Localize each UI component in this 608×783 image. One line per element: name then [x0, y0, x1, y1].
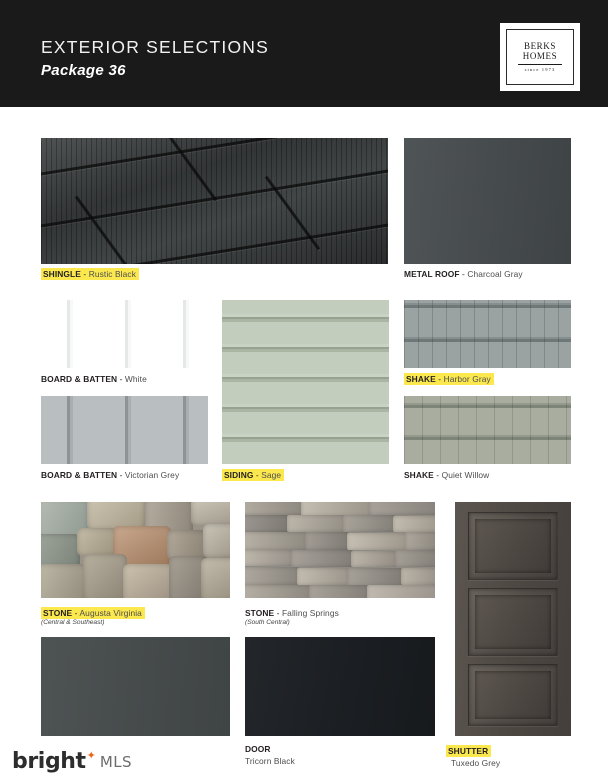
caption-shake-harbor-gray — [404, 374, 494, 384]
note-stone-augusta-virginia: (Central & Southeast) — [41, 619, 105, 626]
caption-value-siding: Sage — [261, 470, 282, 480]
caption-dash-shingle: - — [83, 269, 87, 279]
caption-stone-falling-springs — [245, 608, 339, 618]
note-stone-falling-springs: (South Central) — [245, 619, 290, 626]
caption-label-stone-falling: STONE — [245, 608, 275, 618]
swatch-shutter-tuxedo-grey — [455, 502, 571, 736]
caption-label-metal-roof: METAL ROOF — [404, 269, 460, 279]
swatch-board-batten-white — [41, 300, 208, 368]
header-title-group — [41, 37, 269, 79]
logo-frame — [506, 29, 574, 85]
swatch-metal-roof — [404, 138, 571, 264]
swatch-siding-sage — [222, 300, 389, 464]
caption-value-metal-roof: Charcoal Gray — [467, 269, 523, 279]
caption-label-shutter: SHUTTER — [448, 746, 489, 756]
caption-dash-bb-grey: - — [119, 470, 123, 480]
caption-label-bb-white: BOARD & BATTEN — [41, 374, 118, 384]
caption-value-shake-willow: Quiet Willow — [441, 470, 490, 480]
caption-label-shake-harbor: SHAKE — [406, 374, 436, 384]
page-header — [0, 0, 608, 107]
page-title: EXTERIOR SELECTIONS — [41, 37, 269, 57]
caption-door-value — [245, 756, 295, 766]
caption-value-door: Tricorn Black — [245, 756, 295, 766]
caption-dash-stone-augusta: - — [74, 608, 78, 618]
caption-value-bb-white: White — [124, 374, 147, 384]
swatch-shake-harbor-gray — [404, 300, 571, 368]
swatch-charcoal-panel — [41, 637, 230, 736]
caption-siding-sage — [222, 470, 284, 480]
logo-name: BERKS HOMES — [522, 41, 558, 61]
swatch-stone-falling-springs — [245, 502, 435, 598]
caption-dash-siding: - — [255, 470, 259, 480]
caption-metal-roof — [404, 269, 523, 279]
logo-divider — [518, 64, 562, 65]
caption-label-siding: SIDING — [224, 470, 254, 480]
caption-value-stone-falling: Falling Springs — [281, 608, 339, 618]
caption-label-bb-grey: BOARD & BATTEN — [41, 470, 118, 480]
caption-shake-quiet-willow — [404, 470, 489, 480]
swatch-board-batten-victorian-grey — [41, 396, 208, 464]
caption-label-shake-willow: SHAKE — [404, 470, 434, 480]
sparkle-icon: ✦ — [86, 750, 96, 762]
caption-shutter — [446, 746, 491, 756]
caption-door — [245, 744, 271, 754]
caption-label-stone-augusta: STONE — [43, 608, 73, 618]
caption-label-shingle: SHINGLE — [43, 269, 81, 279]
caption-value-shake-harbor: Harbor Gray — [443, 374, 491, 384]
caption-value-stone-augusta: Augusta Virginia — [79, 608, 142, 618]
swatch-shingle — [41, 138, 388, 264]
caption-value-shutter: Tuxedo Grey — [451, 758, 501, 768]
bright-wordmark: bright — [12, 749, 86, 774]
caption-label-door: DOOR — [245, 744, 271, 754]
swatch-shake-quiet-willow — [404, 396, 571, 464]
bright-mls-watermark — [0, 740, 131, 783]
caption-dash-shake-willow: - — [436, 470, 440, 480]
caption-stone-augusta-virginia — [41, 608, 145, 618]
caption-dash-stone-falling: - — [276, 608, 280, 618]
caption-board-batten-victorian-grey — [41, 470, 179, 480]
caption-value-shingle: Rustic Black — [88, 269, 136, 279]
package-subtitle: Package 36 — [41, 62, 126, 79]
caption-dash-bb-white: - — [119, 374, 123, 384]
caption-dash-shake-harbor: - — [438, 374, 442, 384]
caption-shingle — [41, 269, 139, 279]
caption-shutter-value — [451, 758, 500, 768]
caption-board-batten-white — [41, 374, 147, 384]
swatch-stone-augusta-virginia — [41, 502, 230, 598]
swatch-door-tricorn-black — [245, 637, 435, 736]
mls-wordmark: MLS — [99, 752, 132, 771]
caption-dash-metal-roof: - — [462, 269, 465, 279]
logo-tagline: since 1973 — [524, 66, 556, 72]
caption-value-bb-grey: Victorian Grey — [124, 470, 180, 480]
berks-homes-logo — [500, 23, 580, 91]
